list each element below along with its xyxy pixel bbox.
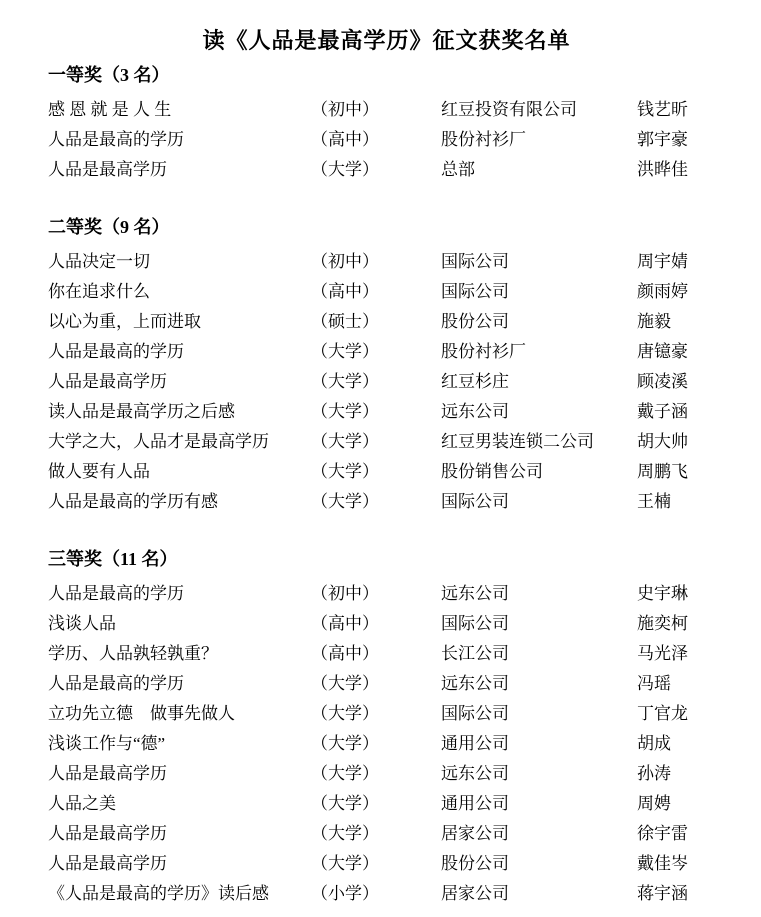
award-row bbox=[48, 576, 725, 606]
winner-name-cell: 戴子涵 bbox=[637, 401, 688, 421]
company-cell: 长江公司 bbox=[441, 643, 509, 663]
prize-section-first bbox=[48, 63, 725, 182]
education-level-cell: （大学） bbox=[311, 703, 379, 723]
essay-title-cell: 人品之美 bbox=[48, 793, 116, 813]
essay-title-cell: 人品是最高学历 bbox=[48, 853, 167, 873]
winner-name-cell: 顾凌溪 bbox=[637, 371, 688, 391]
award-row bbox=[48, 244, 725, 274]
essay-title-cell: 读人品是最高学历之后感 bbox=[48, 401, 235, 421]
winner-name-cell: 徐宇雷 bbox=[637, 823, 688, 843]
award-row bbox=[48, 364, 725, 394]
winner-name-cell: 施毅 bbox=[637, 311, 671, 331]
winner-name-cell: 颜雨婷 bbox=[637, 281, 688, 301]
education-level-cell: （高中） bbox=[311, 281, 379, 301]
award-row bbox=[48, 122, 725, 152]
essay-title-cell: 人品是最高学历 bbox=[48, 823, 167, 843]
award-row bbox=[48, 696, 725, 726]
award-row bbox=[48, 334, 725, 364]
company-cell: 远东公司 bbox=[441, 763, 509, 783]
company-cell: 股份销售公司 bbox=[441, 461, 543, 481]
company-cell: 通用公司 bbox=[441, 793, 509, 813]
essay-title-cell: 立功先立德 做事先做人 bbox=[48, 703, 235, 723]
winner-name-cell: 王楠 bbox=[637, 491, 671, 511]
award-row bbox=[48, 816, 725, 846]
education-level-cell: （高中） bbox=[311, 129, 379, 149]
section-header-third-prize: 三等奖（11 名） bbox=[48, 549, 178, 569]
prize-section-second bbox=[48, 215, 725, 514]
winner-name-cell: 丁官龙 bbox=[637, 703, 688, 723]
company-cell: 远东公司 bbox=[441, 673, 509, 693]
winner-name-cell: 胡成 bbox=[637, 733, 671, 753]
education-level-cell: （初中） bbox=[311, 251, 379, 271]
winner-name-cell: 施奕柯 bbox=[637, 613, 688, 633]
essay-title-cell: 人品是最高的学历 bbox=[48, 129, 184, 149]
education-level-cell: （大学） bbox=[311, 491, 379, 511]
company-cell: 国际公司 bbox=[441, 251, 509, 271]
education-level-cell: （大学） bbox=[311, 853, 379, 873]
award-row bbox=[48, 424, 725, 454]
education-level-cell: （硕士） bbox=[311, 311, 379, 331]
award-row bbox=[48, 756, 725, 786]
award-row bbox=[48, 636, 725, 666]
essay-title-cell: 人品是最高的学历有感 bbox=[48, 491, 218, 511]
essay-title-cell: 做人要有人品 bbox=[48, 461, 150, 481]
company-cell: 股份衬衫厂 bbox=[441, 129, 526, 149]
section-header-first-prize: 一等奖（3 名） bbox=[48, 65, 170, 85]
essay-title-cell: 浅谈人品 bbox=[48, 613, 116, 633]
award-row bbox=[48, 394, 725, 424]
company-cell: 红豆男装连锁二公司 bbox=[441, 431, 594, 451]
education-level-cell: （初中） bbox=[311, 99, 379, 119]
education-level-cell: （大学） bbox=[311, 823, 379, 843]
essay-title-cell: 人品是最高学历 bbox=[48, 371, 167, 391]
essay-title-cell: 以心为重，上而进取 bbox=[48, 311, 201, 331]
winner-name-cell: 孙涛 bbox=[637, 763, 671, 783]
winner-name-cell: 周鹏飞 bbox=[637, 461, 688, 481]
winner-name-cell: 洪晔佳 bbox=[637, 159, 688, 179]
winner-name-cell: 钱艺昕 bbox=[637, 99, 688, 119]
winner-name-cell: 冯瑶 bbox=[637, 673, 671, 693]
education-level-cell: （大学） bbox=[311, 461, 379, 481]
education-level-cell: （小学） bbox=[311, 883, 379, 903]
company-cell: 通用公司 bbox=[441, 733, 509, 753]
education-level-cell: （大学） bbox=[311, 401, 379, 421]
company-cell: 国际公司 bbox=[441, 613, 509, 633]
award-row bbox=[48, 846, 725, 876]
company-cell: 股份公司 bbox=[441, 853, 509, 873]
award-row bbox=[48, 304, 725, 334]
award-row bbox=[48, 726, 725, 756]
company-cell: 国际公司 bbox=[441, 491, 509, 511]
company-cell: 居家公司 bbox=[441, 883, 509, 903]
company-cell: 总部 bbox=[441, 159, 475, 179]
winner-name-cell: 周宇婧 bbox=[637, 251, 688, 271]
education-level-cell: （高中） bbox=[311, 613, 379, 633]
essay-title-cell: 浅谈工作与“德” bbox=[48, 733, 166, 753]
education-level-cell: （大学） bbox=[311, 733, 379, 753]
winner-name-cell: 周娉 bbox=[637, 793, 671, 813]
education-level-cell: （大学） bbox=[311, 793, 379, 813]
company-cell: 远东公司 bbox=[441, 583, 509, 603]
winner-name-cell: 唐镱豪 bbox=[637, 341, 688, 361]
education-level-cell: （大学） bbox=[311, 159, 379, 179]
winner-name-cell: 郭宇豪 bbox=[637, 129, 688, 149]
award-row bbox=[48, 666, 725, 696]
essay-title-cell: 人品是最高的学历 bbox=[48, 341, 184, 361]
education-level-cell: （大学） bbox=[311, 673, 379, 693]
essay-title-cell: 《人品是最高的学历》读后感 bbox=[48, 883, 269, 903]
prize-section-third bbox=[48, 547, 725, 906]
education-level-cell: （大学） bbox=[311, 371, 379, 391]
winner-name-cell: 蒋宇涵 bbox=[637, 883, 688, 903]
essay-title-cell: 人品是最高的学历 bbox=[48, 673, 184, 693]
section-header-second-prize: 二等奖（9 名） bbox=[48, 217, 170, 237]
essay-title-cell: 人品是最高学历 bbox=[48, 159, 167, 179]
company-cell: 远东公司 bbox=[441, 401, 509, 421]
essay-title-cell: 你在追求什么 bbox=[48, 281, 150, 301]
education-level-cell: （大学） bbox=[311, 431, 379, 451]
winner-name-cell: 胡大帅 bbox=[637, 431, 688, 451]
company-cell: 国际公司 bbox=[441, 281, 509, 301]
award-row bbox=[48, 454, 725, 484]
company-cell: 股份公司 bbox=[441, 311, 509, 331]
essay-title-cell: 人品是最高学历 bbox=[48, 763, 167, 783]
education-level-cell: （初中） bbox=[311, 583, 379, 603]
company-cell: 国际公司 bbox=[441, 703, 509, 723]
award-row bbox=[48, 786, 725, 816]
award-row bbox=[48, 484, 725, 514]
education-level-cell: （高中） bbox=[311, 643, 379, 663]
winner-name-cell: 戴佳岑 bbox=[637, 853, 688, 873]
company-cell: 股份衬衫厂 bbox=[441, 341, 526, 361]
award-row bbox=[48, 274, 725, 304]
company-cell: 居家公司 bbox=[441, 823, 509, 843]
document-title: 读《人品是最高学历》征文获奖名单 bbox=[202, 28, 571, 53]
award-row bbox=[48, 92, 725, 122]
education-level-cell: （大学） bbox=[311, 341, 379, 361]
award-row bbox=[48, 876, 725, 906]
award-row bbox=[48, 606, 725, 636]
winner-name-cell: 史宇琳 bbox=[637, 583, 688, 603]
education-level-cell: （大学） bbox=[311, 763, 379, 783]
essay-title-cell: 学历、人品孰轻孰重？ bbox=[48, 643, 218, 663]
award-row bbox=[48, 152, 725, 182]
essay-title-cell: 人品是最高的学历 bbox=[48, 583, 184, 603]
company-cell: 红豆杉庄 bbox=[441, 371, 509, 391]
company-cell: 红豆投资有限公司 bbox=[441, 99, 577, 119]
essay-title-cell: 感 恩 就 是 人 生 bbox=[48, 99, 172, 119]
essay-title-cell: 大学之大，人品才是最高学历 bbox=[48, 431, 269, 451]
winner-name-cell: 马光泽 bbox=[637, 643, 688, 663]
essay-title-cell: 人品决定一切 bbox=[48, 251, 150, 271]
